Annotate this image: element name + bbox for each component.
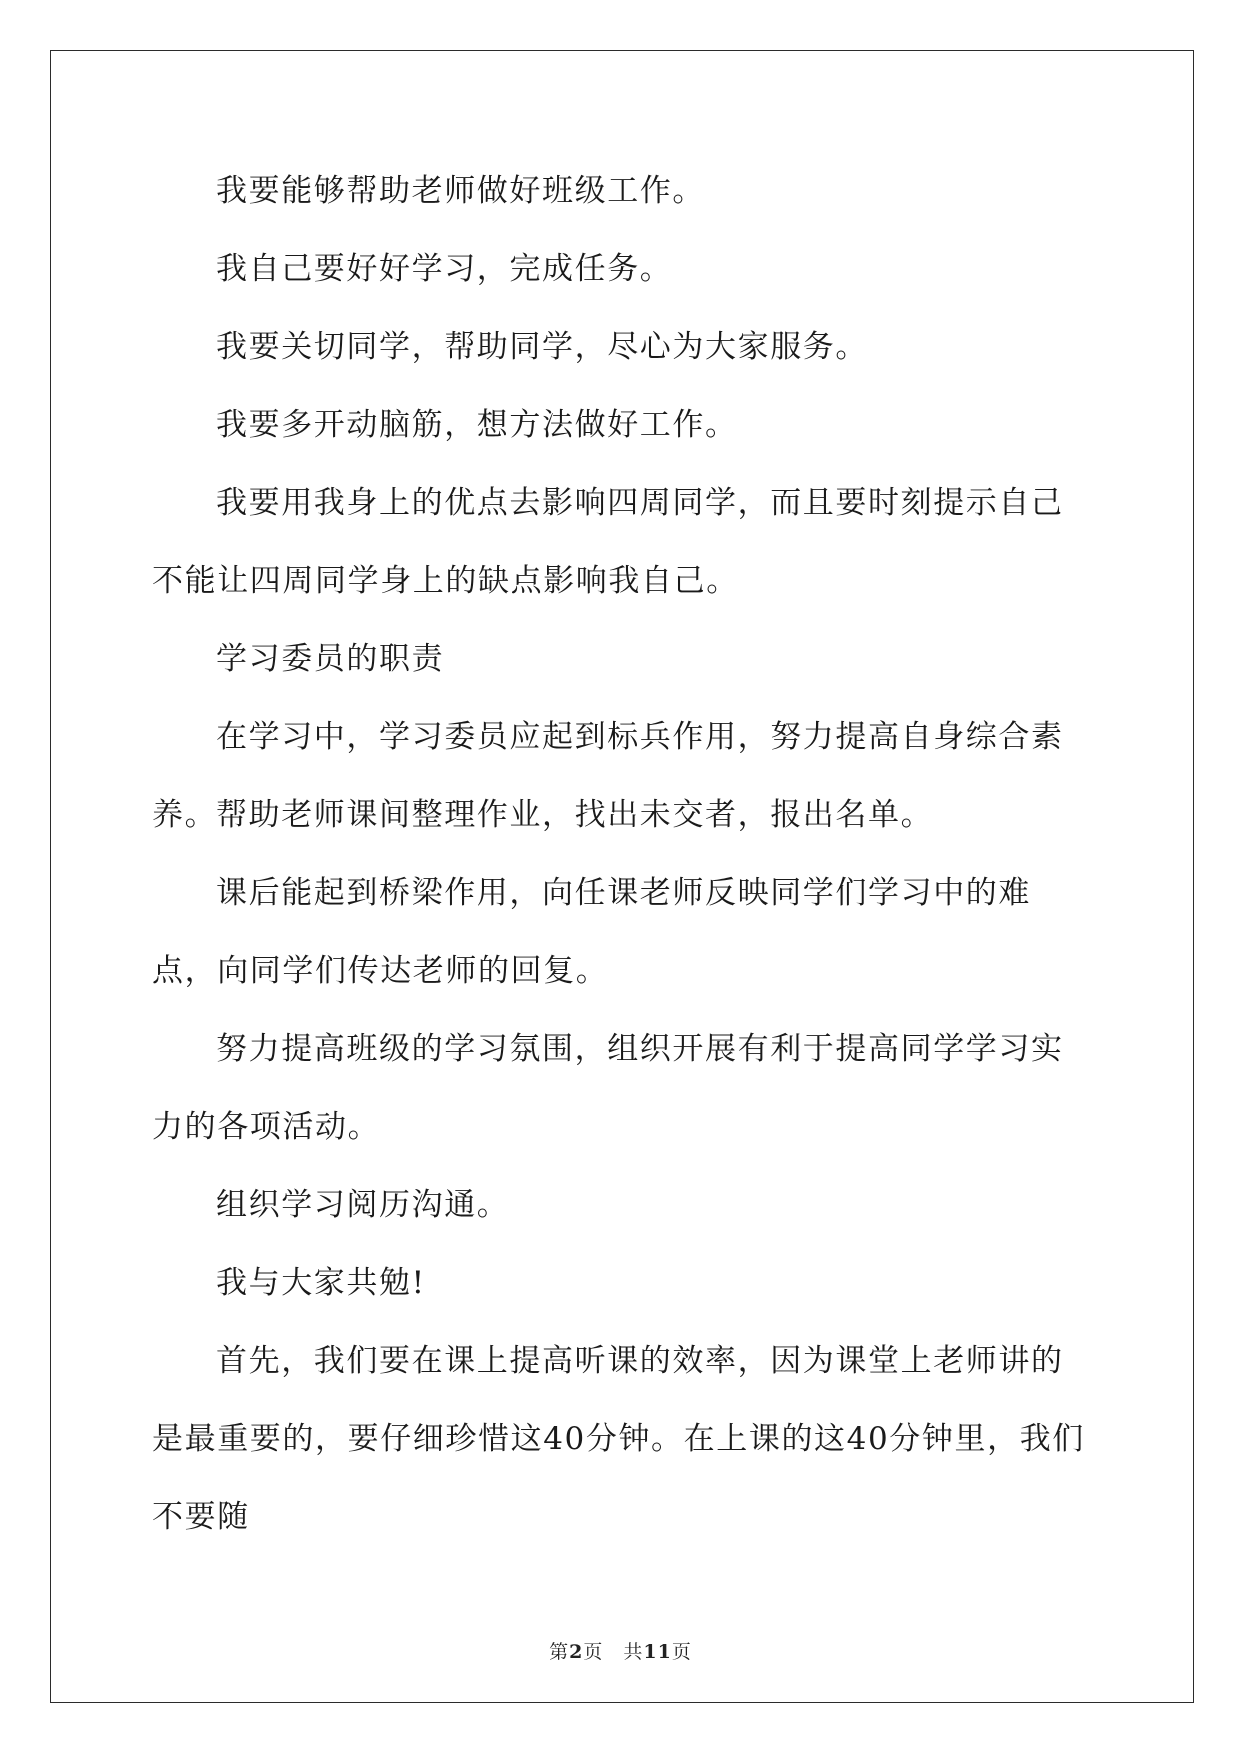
paragraph-9: 课后能起到桥梁作用，向任课老师反映同学们学习中的难点，向同学们传达老师的回复。 [152, 875, 1031, 989]
paragraph-5: 我要用我身上的优点去影响四周同学，而且要时刻提示自己不能让四周同学身上的缺点影响我自己。 [152, 485, 1064, 599]
paragraph-13: 首先，我们要在课上提高听课的效率，因为课堂上老师讲的是最重要的，要仔细珍惜这40分钟。在上课的这40分钟里，我们不要随 [152, 1343, 1085, 1535]
paragraph-12: 我与大家共勉! [216, 1265, 426, 1301]
paragraph-4: 我要多开动脑筋，想方法做好工作。 [216, 407, 738, 443]
paragraph-7: 在学习中，学习委员应起到标兵作用，努力提高自身综合素养。 [152, 719, 1064, 833]
page-suffix: 页 [583, 1641, 604, 1663]
paragraph-3: 我要关切同学，帮助同学，尽心为大家服务。 [216, 329, 868, 365]
page-footer [0, 1637, 1241, 1664]
paragraph-10: 努力提高班级的学习氛围，组织开展有利于提高同学学习实力的各项活动。 [152, 1031, 1064, 1145]
document-body [152, 152, 1092, 1535]
paragraph-11: 组织学习阅历沟通。 [216, 1187, 510, 1223]
paragraph-1: 我要能够帮助老师做好班级工作。 [216, 173, 705, 209]
page-prefix: 第 [549, 1641, 570, 1663]
total-suffix: 页 [671, 1641, 692, 1663]
total-page-count: 11 [643, 1641, 672, 1663]
section-heading: 学习委员的职责 [216, 641, 445, 677]
paragraph-8: 帮助老师课间整理作业，找出未交者，报出名单。 [216, 797, 934, 833]
total-prefix: 共 [623, 1641, 644, 1663]
paragraph-2: 我自己要好好学习，完成任务。 [216, 251, 673, 287]
current-page-number: 2 [569, 1641, 584, 1663]
